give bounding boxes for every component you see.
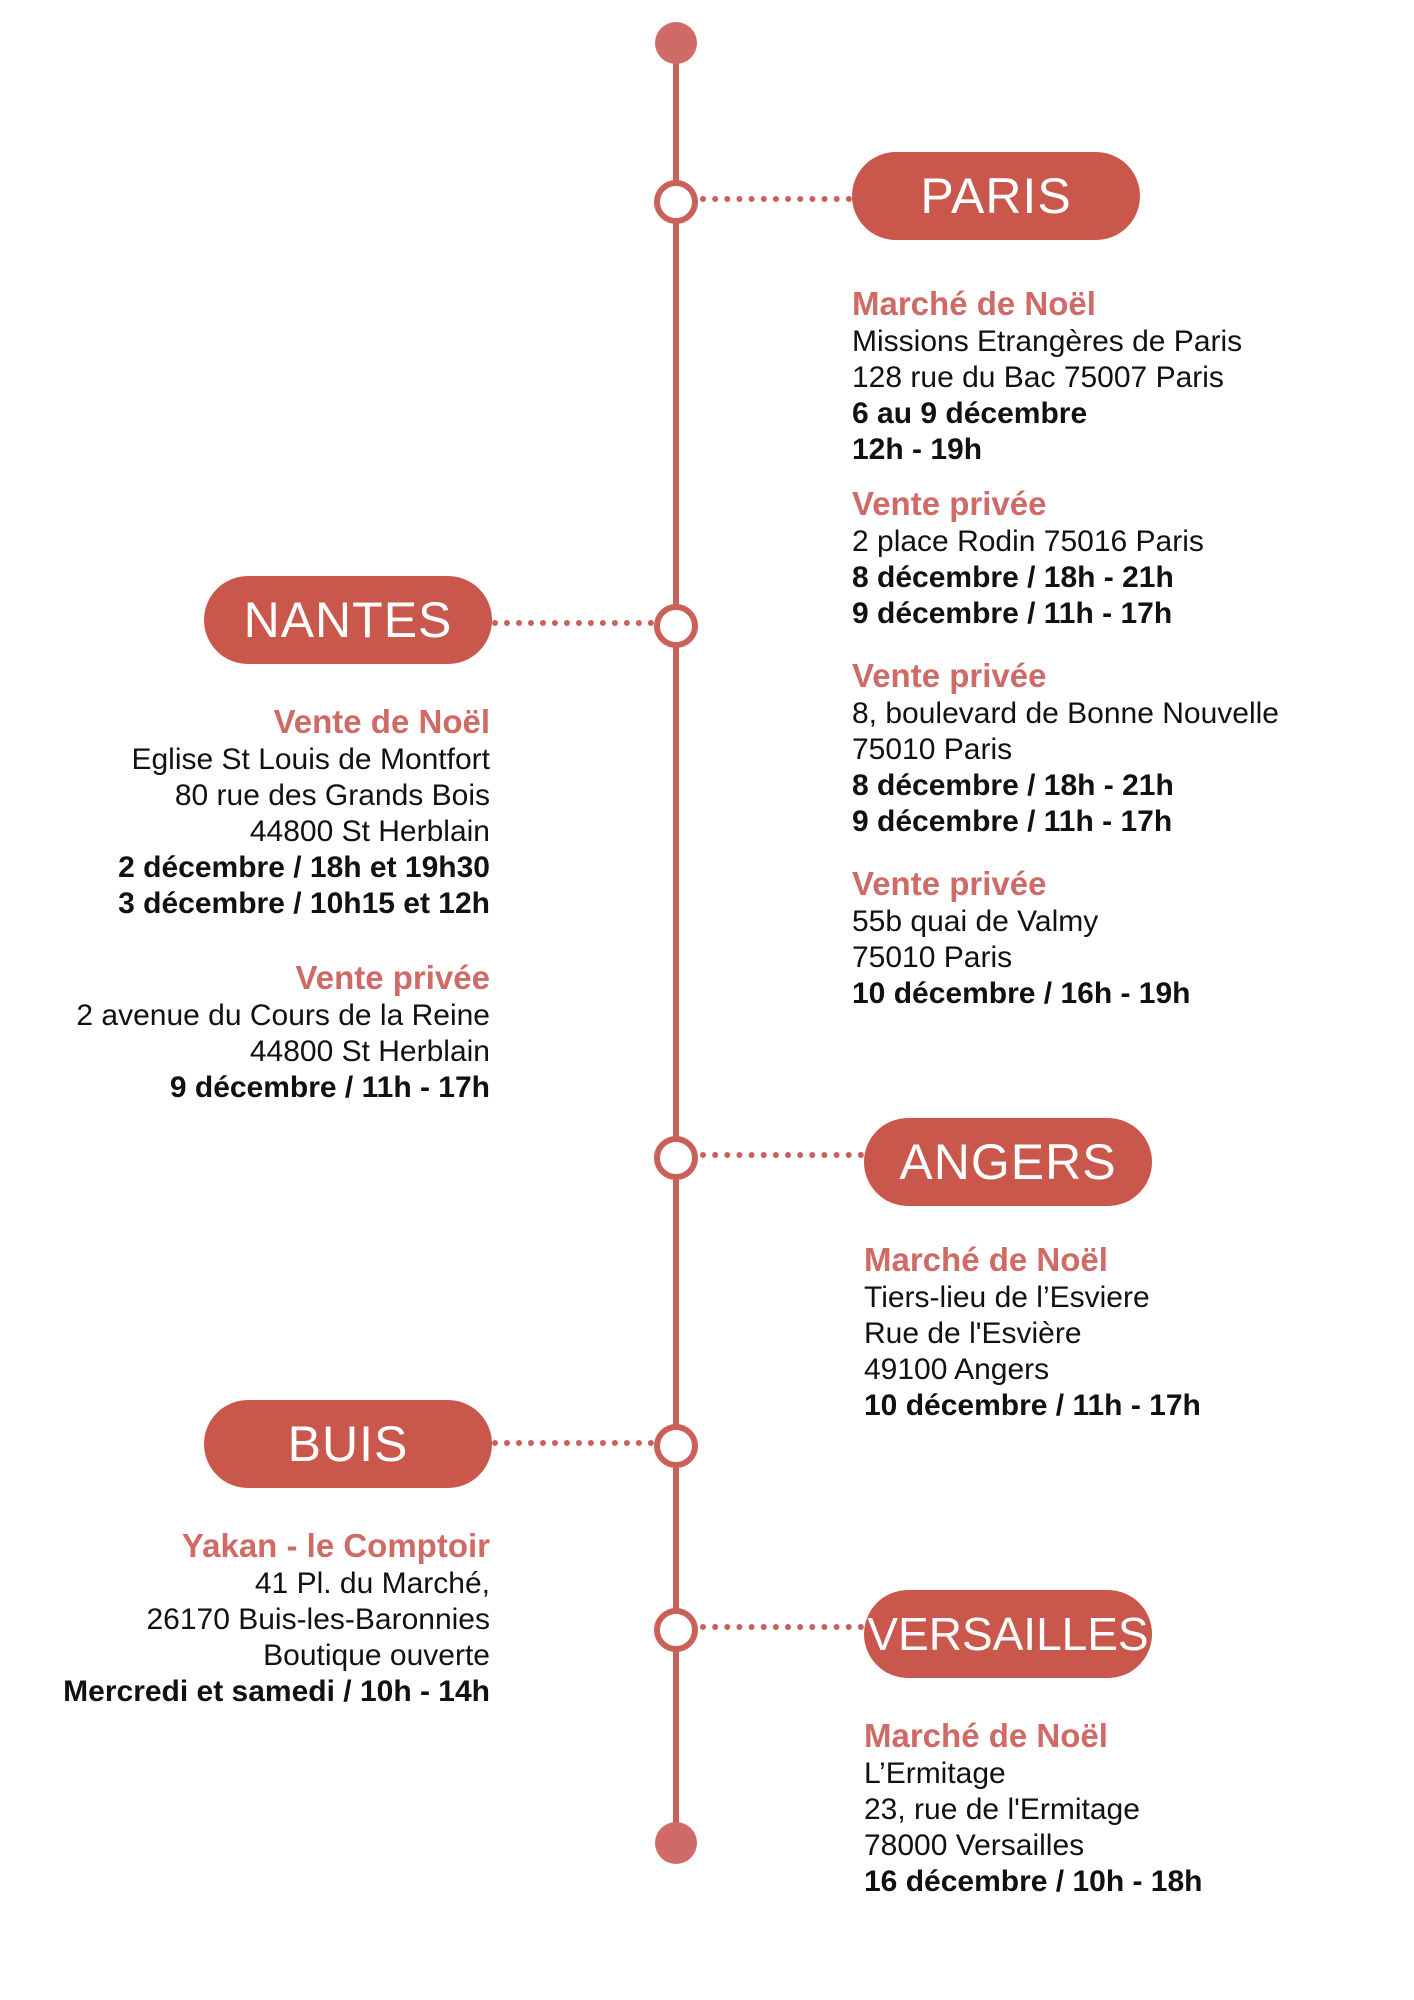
event-address-line: 8, boulevard de Bonne Nouvelle	[852, 697, 1279, 730]
angers-events	[864, 1240, 1201, 1424]
connector-versailles	[700, 1624, 864, 1630]
event-address-line: Eglise St Louis de Montfort	[131, 743, 490, 776]
event-buis-1	[63, 1526, 490, 1710]
event-address-line: 41 Pl. du Marché,	[254, 1567, 490, 1600]
event-address-line: 80 rue des Grands Bois	[174, 779, 490, 812]
event-address-line: Tiers-lieu de l’Esviere	[864, 1281, 1150, 1314]
timeline-end-dot	[655, 1822, 697, 1864]
event-address-line: L’Ermitage	[864, 1757, 1006, 1790]
event-address-line: 128 rue du Bac 75007 Paris	[852, 361, 1224, 394]
event-date: 16 décembre / 10h - 18h	[864, 1865, 1203, 1898]
connector-angers	[700, 1152, 864, 1158]
event-title: Marché de Noël	[864, 1717, 1108, 1754]
event-address-line: 78000 Versailles	[864, 1829, 1085, 1862]
event-address-line: 23, rue de l'Ermitage	[864, 1793, 1140, 1826]
timeline-node-paris	[654, 180, 698, 224]
city-pill-versailles	[864, 1590, 1152, 1678]
event-address-line: Rue de l'Esvière	[864, 1317, 1082, 1350]
city-pill-buis	[204, 1400, 492, 1488]
timeline-node-nantes	[654, 604, 698, 648]
event-date: 6 au 9 décembre	[852, 397, 1088, 430]
event-date: 3 décembre / 10h15 et 12h	[118, 887, 490, 920]
event-date: Mercredi et samedi / 10h - 14h	[63, 1675, 490, 1708]
event-address-line: 44800 St Herblain	[249, 1035, 490, 1068]
event-versailles-1	[864, 1716, 1203, 1900]
event-title: Marché de Noël	[852, 285, 1096, 322]
event-title: Vente privée	[295, 959, 490, 996]
event-title: Vente de Noël	[273, 703, 490, 740]
city-label-angers: ANGERS	[899, 1134, 1117, 1190]
event-paris-3	[852, 656, 1279, 840]
event-address-line: 26170 Buis-les-Baronnies	[146, 1603, 490, 1636]
event-address-line: 49100 Angers	[864, 1353, 1050, 1386]
city-label-paris: PARIS	[920, 168, 1072, 224]
event-date: 9 décembre / 11h - 17h	[852, 805, 1173, 838]
city-pill-paris	[852, 152, 1140, 240]
event-date: 9 décembre / 11h - 17h	[169, 1071, 490, 1104]
event-title: Vente privée	[852, 485, 1047, 522]
event-address-line: 2 avenue du Cours de la Reine	[76, 999, 490, 1032]
event-address-line: Missions Etrangères de Paris	[852, 325, 1243, 358]
event-date: 12h - 19h	[852, 433, 983, 466]
event-angers-1	[864, 1240, 1201, 1424]
event-nantes-1	[76, 702, 490, 922]
event-address-line: 2 place Rodin 75016 Paris	[852, 525, 1204, 558]
event-date: 8 décembre / 18h - 21h	[852, 561, 1174, 594]
nantes-events	[76, 702, 490, 1106]
event-address-line: 75010 Paris	[852, 733, 1013, 766]
city-label-buis: BUIS	[287, 1416, 409, 1472]
timeline-line	[673, 42, 679, 1852]
event-address-line: 44800 St Herblain	[249, 815, 490, 848]
event-date: 8 décembre / 18h - 21h	[852, 769, 1174, 802]
event-title: Marché de Noël	[864, 1241, 1108, 1278]
event-address-line: 75010 Paris	[852, 941, 1013, 974]
event-nantes-2	[76, 958, 490, 1106]
event-paris-1	[852, 284, 1279, 468]
timeline-node-angers	[654, 1136, 698, 1180]
city-pill-angers	[864, 1118, 1152, 1206]
connector-nantes	[492, 620, 654, 626]
event-address-line: 55b quai de Valmy	[852, 905, 1099, 938]
event-address-line: Boutique ouverte	[263, 1639, 490, 1672]
versailles-events	[864, 1716, 1203, 1900]
city-label-versailles: VERSAILLES	[867, 1608, 1149, 1660]
event-paris-2	[852, 484, 1279, 632]
event-date: 9 décembre / 11h - 17h	[852, 597, 1173, 630]
connector-buis	[492, 1440, 654, 1446]
timeline-start-dot	[655, 22, 697, 64]
event-date: 10 décembre / 11h - 17h	[864, 1389, 1201, 1422]
event-title: Yakan - le Comptoir	[181, 1527, 490, 1564]
paris-events	[852, 284, 1279, 1012]
event-title: Vente privée	[852, 657, 1047, 694]
city-pill-nantes	[204, 576, 492, 664]
timeline-node-buis	[654, 1424, 698, 1468]
event-paris-4	[852, 864, 1279, 1012]
buis-events	[63, 1526, 490, 1710]
event-date: 2 décembre / 18h et 19h30	[118, 851, 490, 884]
event-title: Vente privée	[852, 865, 1047, 902]
connector-paris	[700, 196, 852, 202]
timeline-node-versailles	[654, 1608, 698, 1652]
city-label-nantes: NANTES	[243, 592, 453, 648]
event-date: 10 décembre / 16h - 19h	[852, 977, 1191, 1010]
